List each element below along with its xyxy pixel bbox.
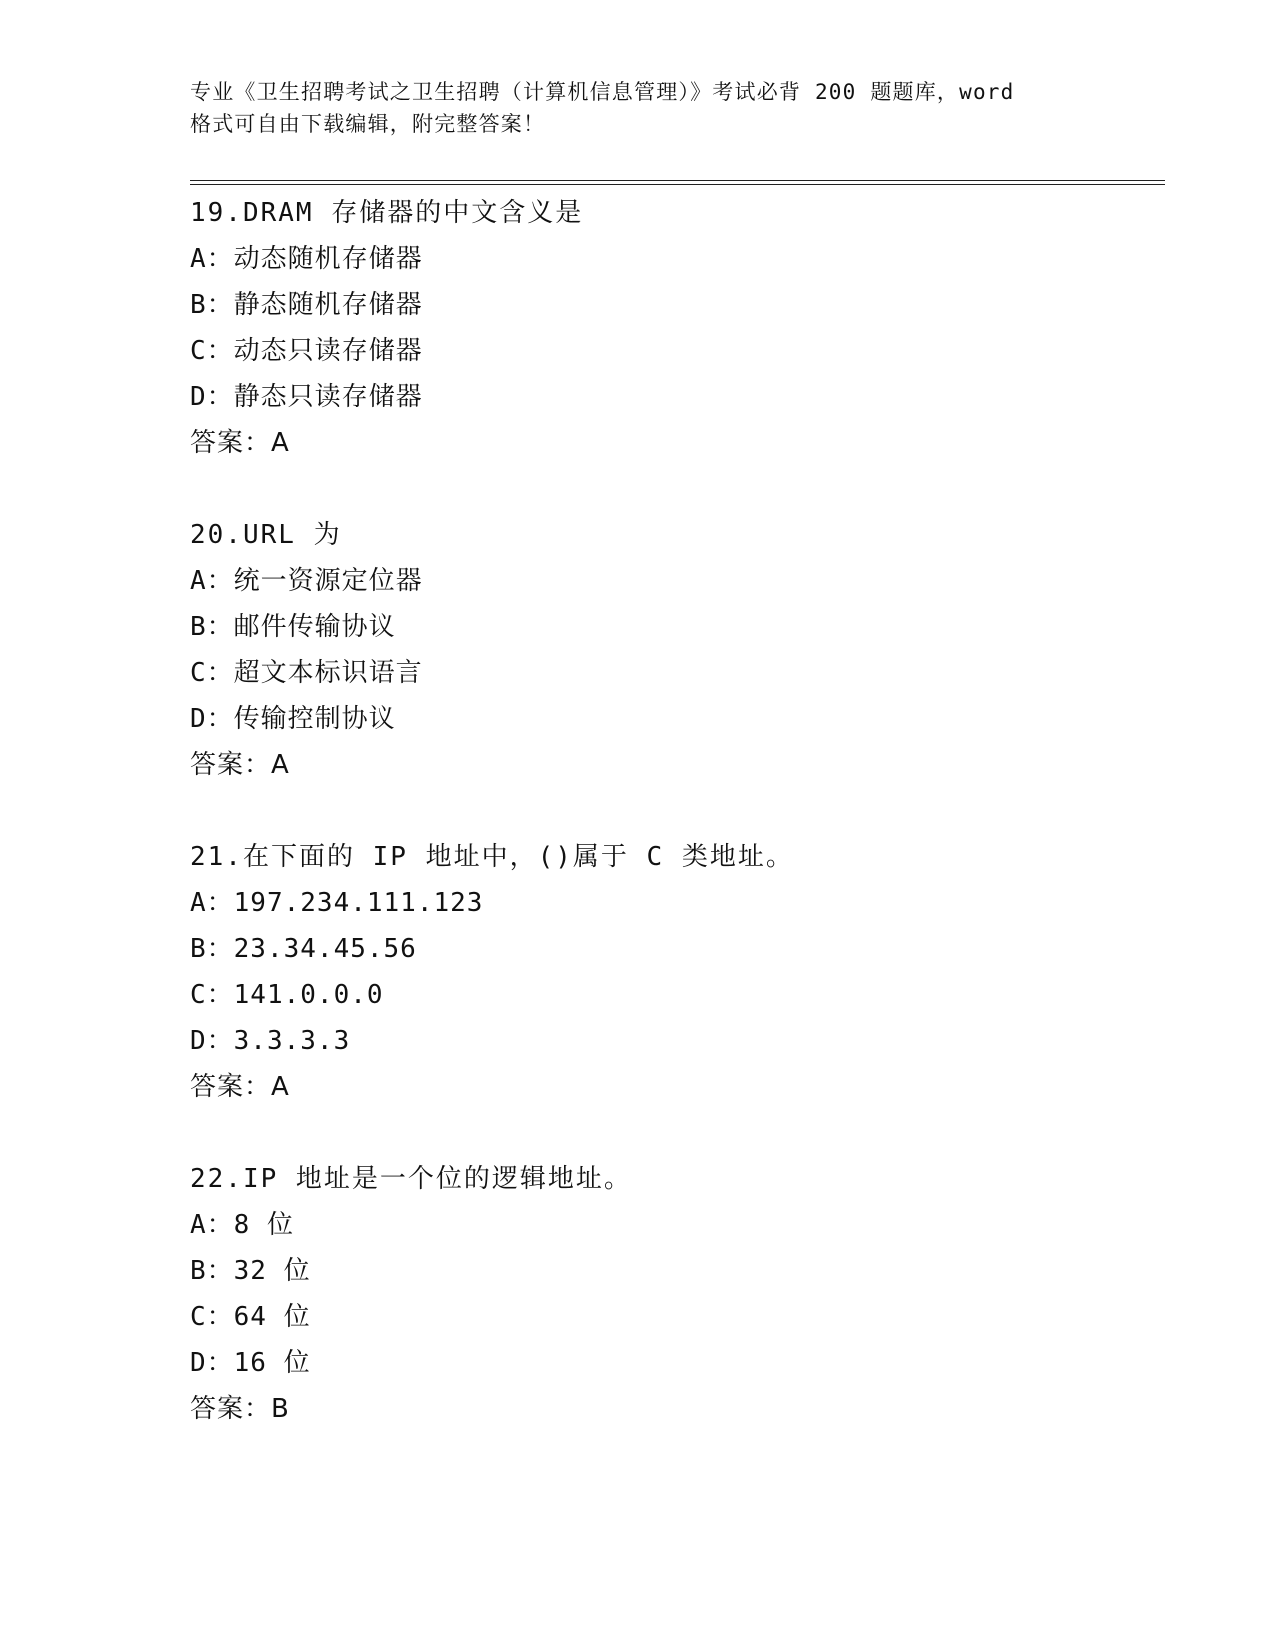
- header-divider-top: [190, 180, 1165, 181]
- option-b: B：32 位: [190, 1256, 311, 1286]
- option-d: D：3.3.3.3: [190, 1026, 351, 1056]
- option-c: C：超文本标识语言: [190, 658, 423, 688]
- option-a: A：8 位: [190, 1210, 294, 1240]
- question-20: [190, 512, 1150, 834]
- question-19: [190, 190, 1150, 512]
- document-header: [190, 76, 1090, 140]
- question-stem: 20.URL 为: [190, 520, 342, 550]
- header-line-2: 格式可自由下载编辑，附完整答案！: [190, 112, 546, 136]
- option-c: C：动态只读存储器: [190, 336, 423, 366]
- option-d: D：静态只读存储器: [190, 382, 423, 412]
- option-c: C：141.0.0.0: [190, 980, 384, 1010]
- option-b: B：邮件传输协议: [190, 612, 396, 642]
- option-b: B：静态随机存储器: [190, 290, 423, 320]
- option-a: A：动态随机存储器: [190, 244, 423, 274]
- question-stem: 21.在下面的 IP 地址中，()属于 C 类地址。: [190, 842, 794, 872]
- question-22: [190, 1156, 1150, 1478]
- option-a: A：197.234.111.123: [190, 888, 484, 918]
- question-stem: 22.IP 地址是一个位的逻辑地址。: [190, 1164, 632, 1194]
- header-line-1: 专业《卫生招聘考试之卫生招聘（计算机信息管理）》考试必背 200 题题库，word: [190, 80, 1015, 104]
- answer-line: 答案：A: [190, 428, 290, 458]
- answer-line: 答案：A: [190, 1072, 290, 1102]
- answer-line: 答案：B: [190, 1394, 290, 1424]
- answer-line: 答案：A: [190, 750, 290, 780]
- option-a: A：统一资源定位器: [190, 566, 423, 596]
- option-d: D：16 位: [190, 1348, 311, 1378]
- option-c: C：64 位: [190, 1302, 311, 1332]
- option-d: D：传输控制协议: [190, 704, 396, 734]
- option-b: B：23.34.45.56: [190, 934, 417, 964]
- question-list: [190, 190, 1150, 1478]
- question-21: [190, 834, 1150, 1156]
- header-divider-bottom: [190, 184, 1165, 185]
- question-stem: 19.DRAM 存储器的中文含义是: [190, 198, 584, 228]
